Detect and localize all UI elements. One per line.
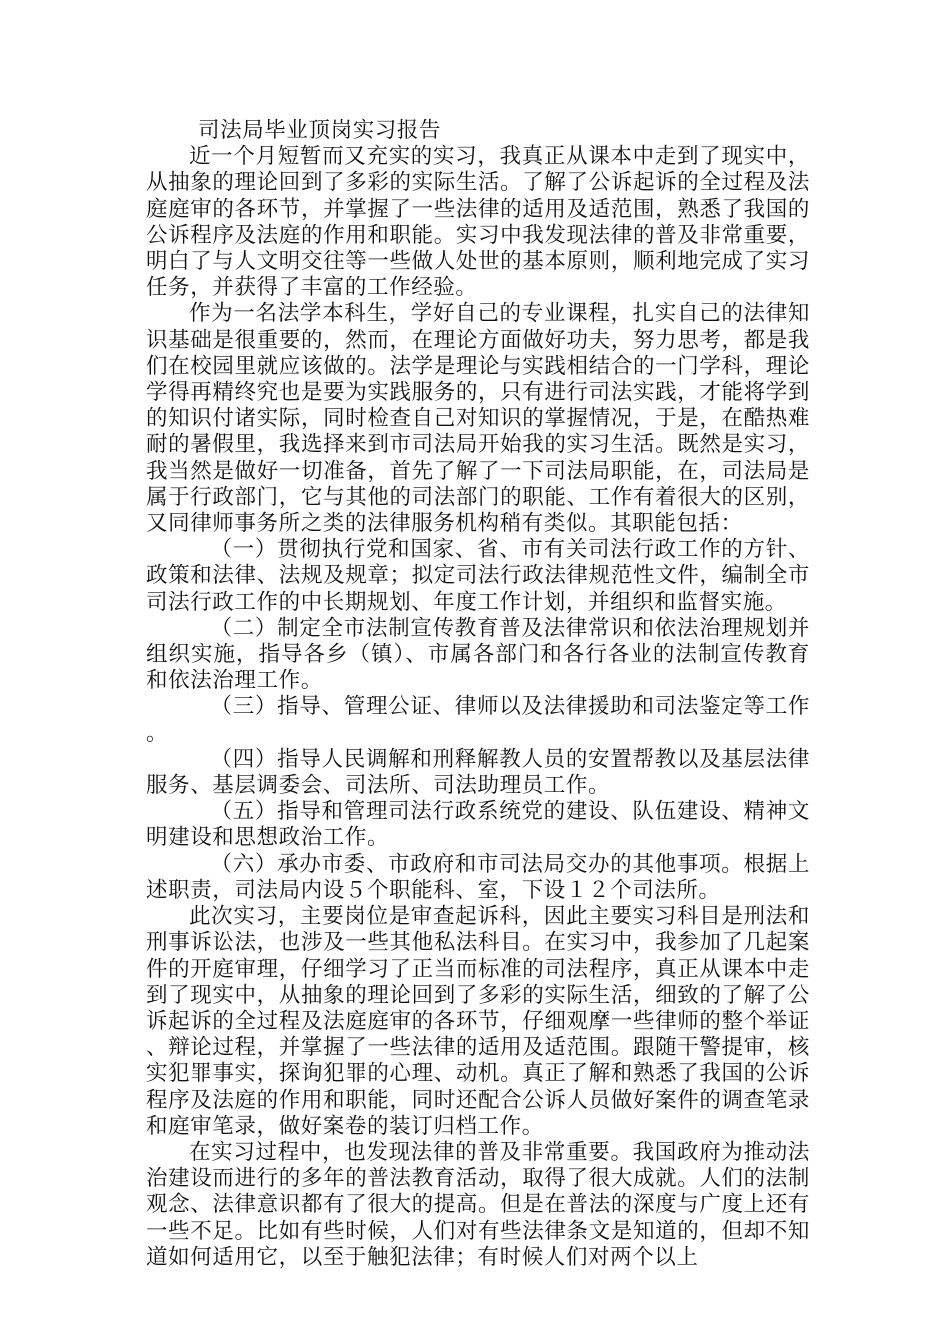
document-title: 司法局毕业顶岗实习报告	[198, 118, 442, 143]
duty-item-5: （五）指导和管理司法行政系统党的建设、队伍建设、精神文明建设和思想政治工作。	[146, 799, 810, 851]
paragraph-law-popularization: 在实习过程中，也发现法律的普及非常重要。我国政府为推动法治建设而进行的多年的普法教育活动，取得了很大成就。人们的法制观念、法律意识都有了很大的提高。但是在普法的深度与广度上还有一些不足。比如有些时候，人们对有些法律条文是知道的，但却不知道如何适用它，以至于触犯法律；有时候人们对两个以上	[146, 1139, 810, 1270]
duty-item-6: （六）承办市委、市政府和市司法局交办的其他事项。根据上述职责，司法局内设５个职能科、室，下设１２个司法所。	[146, 851, 810, 903]
duty-item-3: （三）指导、管理公证、律师以及法律援助和司法鉴定等工作。	[146, 694, 810, 746]
paragraph-intro: 近一个月短暂而又充实的实习，我真正从课本中走到了现实中，从抽象的理论回到了多彩的实际生活。了解了公诉起诉的全过程及法庭庭审的各环节，并掌握了一些法律的适用及适范围，熟悉了我国的公诉程序及法庭的作用和职能。实习中我发现法律的普及非常重要，明白了与人文明交往等一些做人处世的基本原则，顺利地完成了实习任务，并获得了丰富的工作经验。	[146, 144, 810, 301]
duty-item-2: （二）制定全市法制宣传教育普及法律常识和依法治理规划并组织实施，指导各乡（镇）、市属各部门和各行各业的法制宣传教育和依法治理工作。	[146, 615, 810, 694]
document-body	[146, 118, 810, 1271]
paragraph-duties-intro: 作为一名法学本科生，学好自己的专业课程，扎实自己的法律知识基础是很重要的，然而，在理论方面做好功夫，努力思考，都是我们在校园里就应该做的。法学是理论与实践相结合的一门学科，理论学得再精终究也是要为实践服务的，只有进行司法实践，才能将学到的知识付诸实际，同时检查自己对知识的掌握情况，于是，在酷热难耐的暑假里，我选择来到市司法局开始我的实习生活。既然是实习，我当然是做好一切准备，首先了解了一下司法局职能，在，司法局是属于行政部门，它与其他的司法部门的职能、工作有着很大的区别，又同律师事务所之类的法律服务机构稍有类似。其职能包括：	[146, 301, 810, 537]
duty-item-4: （四）指导人民调解和刑释解教人员的安置帮教以及基层法律服务、基层调委会、司法所、司法助理员工作。	[146, 746, 810, 799]
paragraph-internship: 此次实习，主要岗位是审查起诉科，因此主要实习科目是刑法和刑事诉讼法，也涉及一些其他私法科目。在实习中，我参加了几起案件的开庭审理，仔细学习了正当而标准的司法程序，真正从课本中走到了现实中，从抽象的理论回到了多彩的实际生活，细致的了解了公诉起诉的全过程及法庭庭审的各环节，仔细观摩一些律师的整个举证、辩论过程，并掌握了一些法律的适用及适范围。跟随干警提审，核实犯罪事实，探询犯罪的心理、动机。真正了解和熟悉了我国的公诉程序及法庭的作用和职能，同时还配合公诉人员做好案件的调查笔录和庭审笔录，做好案卷的装订归档工作。	[146, 904, 810, 1139]
duty-item-1: （一）贯彻执行党和国家、省、市有关司法行政工作的方针、政策和法律、法规及规章；拟定司法行政法律规范性文件，编制全市司法行政工作的中长期规划、年度工作计划，并组织和监督实施。	[146, 537, 810, 615]
